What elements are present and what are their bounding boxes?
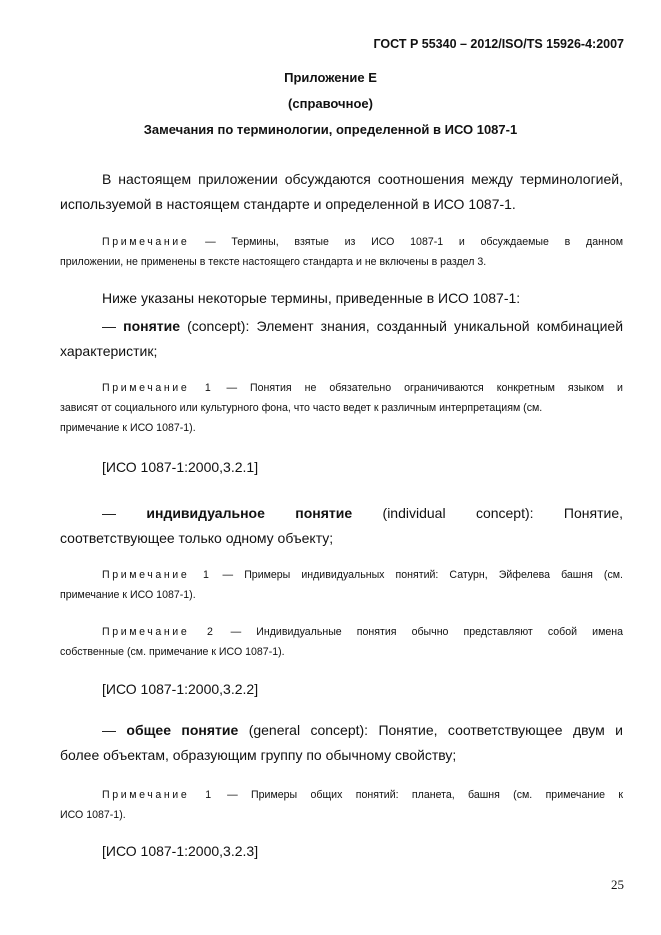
term-dash: — [102, 318, 116, 334]
term-name: общее понятие [126, 722, 239, 738]
note-individual-2 [60, 622, 623, 662]
note-dash: — [226, 382, 238, 394]
note-text: Понятия не обязательно ограничиваются конкретным языком и [250, 382, 623, 394]
note-dash: — [222, 569, 234, 581]
note-general-1 [60, 785, 623, 825]
term-line-1 [60, 501, 623, 526]
term-individual-concept [60, 501, 623, 551]
reference-3-2-1: [ИСО 1087-1:2000,3.2.1] [102, 459, 259, 475]
term-dash: — [102, 722, 116, 738]
appendix-title: Приложение Е [284, 70, 377, 85]
term-name: понятие [123, 318, 180, 334]
note-line-2: собственные (см. примечание к ИСО 1087-1). [60, 646, 285, 658]
intro-paragraph [60, 167, 623, 217]
note-dash: — [230, 626, 242, 638]
note-intro [60, 232, 623, 272]
reference-3-2-3: [ИСО 1087-1:2000,3.2.3] [102, 843, 259, 859]
term-line-1 [60, 314, 623, 339]
term-definition: Понятие, соответствующее двум и [378, 722, 623, 738]
note-intro-line-2: приложении, не применены в тексте настоящего стандарта и не включены в раздел 3. [60, 256, 487, 268]
note-label: Примечание 1 [102, 382, 214, 394]
document-header: ГОСТ Р 55340 – 2012/ISO/TS 15926-4:2007 [373, 37, 624, 51]
term-english-word-1: (individual [382, 505, 446, 521]
note-line-2: примечание к ИСО 1087-1). [60, 589, 196, 601]
term-general-concept [60, 718, 623, 768]
note-intro-line-1 [60, 232, 623, 252]
term-name-word-1: индивидуальное [146, 505, 265, 521]
term-line-2: соответствующее только одному объекту; [60, 530, 334, 546]
term-line-1 [60, 718, 623, 743]
note-label: Примечание 1 [102, 789, 214, 801]
note-line-1 [60, 565, 623, 585]
note-label: Примечание 1 [102, 569, 212, 581]
note-individual-1 [60, 565, 623, 605]
note-text: Термины, взятые из ИСО 1087-1 и обсуждаемые в данном [231, 236, 623, 248]
note-label: Примечание 2 [102, 626, 216, 638]
term-definition: Понятие, [563, 505, 623, 521]
term-definition: Элемент знания, созданный уникальной комбинацией [256, 318, 624, 334]
term-dash: — [102, 505, 116, 521]
appendix-subtitle: Замечания по терминологии, определенной в ИСО 1087-1 [143, 122, 518, 137]
note-line-1 [60, 622, 623, 642]
note-label: Примечание [102, 236, 190, 248]
list-intro: Ниже указаны некоторые термины, приведенные в ИСО 1087-1: [102, 290, 521, 306]
note-line-2: ИСО 1087-1). [60, 809, 126, 821]
note-concept-1 [60, 378, 623, 438]
note-text: Примеры индивидуальных понятий: Сатурн, Эйфелева башня (см. [244, 569, 623, 581]
term-english: (concept): [187, 318, 250, 334]
note-dash: — [227, 789, 238, 801]
note-dash: — [205, 236, 216, 248]
note-line-1 [60, 378, 623, 398]
note-line-3: примечание к ИСО 1087-1). [60, 422, 196, 434]
intro-line-1: В настоящем приложении обсуждаются соотношения между терминологией, [102, 171, 623, 187]
appendix-type: (справочное) [288, 96, 373, 111]
term-name-word-2: понятие [295, 505, 353, 521]
term-concept [60, 314, 623, 364]
note-line-1 [60, 785, 623, 805]
term-english-word-2: concept): [475, 505, 534, 521]
intro-line-2: используемой в настоящем стандарте и определенной в ИСО 1087-1. [60, 196, 516, 212]
reference-3-2-2: [ИСО 1087-1:2000,3.2.2] [102, 681, 259, 697]
term-line-2: характеристик; [60, 343, 158, 359]
page-number: 25 [611, 877, 624, 892]
note-text: Индивидуальные понятия обычно представляют собой имена [256, 626, 623, 638]
note-line-2: зависят от социального или культурного фона, что часто ведет к различным интерпретациям (см. [60, 402, 543, 414]
term-line-2: более объектам, образующим группу по обычному свойству; [60, 747, 457, 763]
note-text: Примеры общих понятий: планета, башня (см. примечание к [251, 789, 623, 801]
term-english: (general concept): [248, 722, 369, 738]
